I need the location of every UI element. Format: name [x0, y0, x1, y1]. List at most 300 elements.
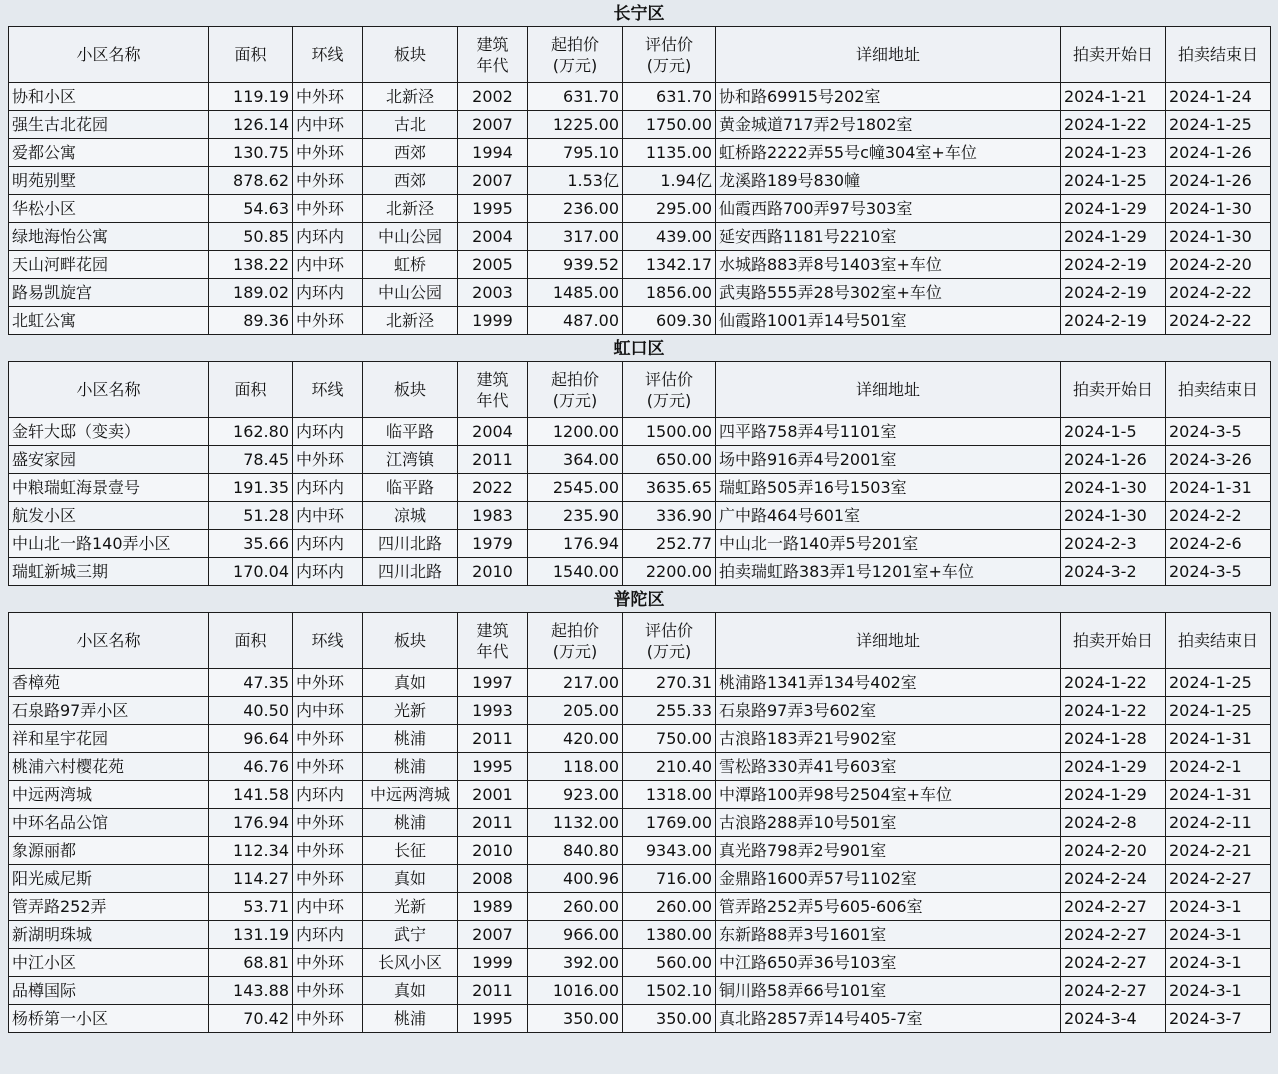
auction-table — [8, 361, 1271, 586]
table-row — [9, 446, 1271, 474]
cell-area: 126.14 — [209, 111, 293, 139]
column-header-d1: 拍卖开始日 — [1061, 362, 1166, 418]
cell-name: 华松小区 — [9, 195, 209, 223]
cell-d1: 2024-1-29 — [1061, 195, 1166, 223]
cell-d2: 2024-1-30 — [1166, 195, 1271, 223]
cell-year: 1997 — [458, 669, 528, 697]
cell-year: 1999 — [458, 307, 528, 335]
cell-eval: 255.33 — [623, 697, 716, 725]
cell-area: 191.35 — [209, 474, 293, 502]
cell-block: 真如 — [363, 669, 458, 697]
cell-block: 四川北路 — [363, 558, 458, 586]
header-row — [9, 362, 1271, 418]
column-header-area: 面积 — [209, 613, 293, 669]
cell-d2: 2024-2-22 — [1166, 279, 1271, 307]
cell-d1: 2024-2-27 — [1061, 977, 1166, 1005]
table-row — [9, 977, 1271, 1005]
auction-table — [8, 26, 1271, 335]
district-title: 长宁区 — [8, 0, 1270, 26]
cell-addr: 中潭路100弄98号2504室+车位 — [716, 781, 1061, 809]
column-header-year: 建筑 年代 — [458, 362, 528, 418]
column-header-addr: 详细地址 — [716, 27, 1061, 83]
cell-ring: 中外环 — [293, 977, 363, 1005]
cell-d1: 2024-2-3 — [1061, 530, 1166, 558]
cell-addr: 黄金城道717弄2号1802室 — [716, 111, 1061, 139]
cell-ring: 中外环 — [293, 167, 363, 195]
cell-name: 强生古北花园 — [9, 111, 209, 139]
table-row — [9, 251, 1271, 279]
table-row — [9, 949, 1271, 977]
cell-d2: 2024-3-1 — [1166, 893, 1271, 921]
cell-year: 2007 — [458, 921, 528, 949]
cell-d2: 2024-1-25 — [1166, 111, 1271, 139]
cell-eval: 1135.00 — [623, 139, 716, 167]
table-row — [9, 195, 1271, 223]
cell-d2: 2024-2-1 — [1166, 753, 1271, 781]
cell-block: 虹桥 — [363, 251, 458, 279]
cell-block: 临平路 — [363, 474, 458, 502]
cell-area: 176.94 — [209, 809, 293, 837]
cell-start: 235.90 — [528, 502, 623, 530]
cell-d1: 2024-1-22 — [1061, 697, 1166, 725]
cell-area: 47.35 — [209, 669, 293, 697]
cell-d2: 2024-1-25 — [1166, 697, 1271, 725]
cell-eval: 210.40 — [623, 753, 716, 781]
cell-d2: 2024-2-21 — [1166, 837, 1271, 865]
header-row — [9, 613, 1271, 669]
cell-d1: 2024-2-27 — [1061, 921, 1166, 949]
column-header-name: 小区名称 — [9, 362, 209, 418]
cell-year: 2011 — [458, 977, 528, 1005]
cell-area: 878.62 — [209, 167, 293, 195]
cell-d2: 2024-1-31 — [1166, 474, 1271, 502]
header-row — [9, 27, 1271, 83]
cell-year: 1993 — [458, 697, 528, 725]
cell-start: 176.94 — [528, 530, 623, 558]
column-header-eval: 评估价 (万元) — [623, 27, 716, 83]
cell-start: 795.10 — [528, 139, 623, 167]
column-header-start: 起拍价 (万元) — [528, 362, 623, 418]
cell-block: 桃浦 — [363, 753, 458, 781]
cell-d2: 2024-1-25 — [1166, 669, 1271, 697]
cell-block: 真如 — [363, 977, 458, 1005]
column-header-d2: 拍卖结束日 — [1166, 27, 1271, 83]
cell-start: 118.00 — [528, 753, 623, 781]
cell-d2: 2024-3-1 — [1166, 921, 1271, 949]
cell-ring: 中外环 — [293, 139, 363, 167]
cell-area: 78.45 — [209, 446, 293, 474]
cell-d2: 2024-3-1 — [1166, 977, 1271, 1005]
cell-ring: 内环内 — [293, 530, 363, 558]
cell-ring: 中外环 — [293, 809, 363, 837]
cell-year: 2005 — [458, 251, 528, 279]
cell-d1: 2024-2-19 — [1061, 251, 1166, 279]
cell-ring: 内环内 — [293, 418, 363, 446]
cell-name: 祥和星宇花园 — [9, 725, 209, 753]
cell-start: 420.00 — [528, 725, 623, 753]
cell-addr: 真北路2857弄14号405-7室 — [716, 1005, 1061, 1033]
cell-eval: 252.77 — [623, 530, 716, 558]
cell-start: 236.00 — [528, 195, 623, 223]
cell-ring: 中外环 — [293, 753, 363, 781]
cell-d1: 2024-1-5 — [1061, 418, 1166, 446]
cell-block: 长风小区 — [363, 949, 458, 977]
cell-block: 四川北路 — [363, 530, 458, 558]
cell-eval: 1500.00 — [623, 418, 716, 446]
cell-block: 西郊 — [363, 167, 458, 195]
cell-eval: 1318.00 — [623, 781, 716, 809]
column-header-d2: 拍卖结束日 — [1166, 613, 1271, 669]
cell-addr: 石泉路97弄3号602室 — [716, 697, 1061, 725]
cell-area: 96.64 — [209, 725, 293, 753]
cell-area: 68.81 — [209, 949, 293, 977]
cell-area: 46.76 — [209, 753, 293, 781]
cell-block: 武宁 — [363, 921, 458, 949]
cell-name: 路易凯旋宫 — [9, 279, 209, 307]
cell-start: 2545.00 — [528, 474, 623, 502]
cell-year: 2001 — [458, 781, 528, 809]
table-row — [9, 223, 1271, 251]
cell-d1: 2024-1-22 — [1061, 669, 1166, 697]
cell-eval: 1.94亿 — [623, 167, 716, 195]
cell-d2: 2024-1-26 — [1166, 139, 1271, 167]
column-header-area: 面积 — [209, 362, 293, 418]
cell-d2: 2024-3-1 — [1166, 949, 1271, 977]
cell-name: 中江小区 — [9, 949, 209, 977]
column-header-eval: 评估价 (万元) — [623, 613, 716, 669]
cell-d1: 2024-1-28 — [1061, 725, 1166, 753]
cell-addr: 中江路650弄36号103室 — [716, 949, 1061, 977]
cell-eval: 295.00 — [623, 195, 716, 223]
cell-start: 205.00 — [528, 697, 623, 725]
cell-start: 487.00 — [528, 307, 623, 335]
cell-name: 航发小区 — [9, 502, 209, 530]
cell-name: 管弄路252弄 — [9, 893, 209, 921]
cell-eval: 1342.17 — [623, 251, 716, 279]
cell-eval: 750.00 — [623, 725, 716, 753]
cell-addr: 瑞虹路505弄16号1503室 — [716, 474, 1061, 502]
cell-area: 162.80 — [209, 418, 293, 446]
district-title: 虹口区 — [8, 335, 1270, 361]
cell-year: 2011 — [458, 809, 528, 837]
cell-year: 1989 — [458, 893, 528, 921]
cell-d2: 2024-1-26 — [1166, 167, 1271, 195]
table-row — [9, 111, 1271, 139]
cell-area: 54.63 — [209, 195, 293, 223]
column-header-addr: 详细地址 — [716, 613, 1061, 669]
cell-d2: 2024-2-2 — [1166, 502, 1271, 530]
table-row — [9, 279, 1271, 307]
cell-name: 爱都公寓 — [9, 139, 209, 167]
cell-d1: 2024-1-26 — [1061, 446, 1166, 474]
cell-ring: 内中环 — [293, 893, 363, 921]
cell-start: 1132.00 — [528, 809, 623, 837]
cell-eval: 2200.00 — [623, 558, 716, 586]
cell-eval: 1380.00 — [623, 921, 716, 949]
column-header-eval: 评估价 (万元) — [623, 362, 716, 418]
cell-eval: 650.00 — [623, 446, 716, 474]
cell-area: 138.22 — [209, 251, 293, 279]
column-header-block: 板块 — [363, 27, 458, 83]
cell-eval: 609.30 — [623, 307, 716, 335]
cell-year: 2004 — [458, 418, 528, 446]
cell-year: 1995 — [458, 1005, 528, 1033]
cell-year: 2008 — [458, 865, 528, 893]
cell-addr: 真光路798弄2号901室 — [716, 837, 1061, 865]
cell-d1: 2024-1-23 — [1061, 139, 1166, 167]
cell-name: 阳光威尼斯 — [9, 865, 209, 893]
cell-start: 364.00 — [528, 446, 623, 474]
cell-eval: 9343.00 — [623, 837, 716, 865]
cell-d1: 2024-1-30 — [1061, 474, 1166, 502]
table-row — [9, 725, 1271, 753]
cell-addr: 广中路464号601室 — [716, 502, 1061, 530]
cell-area: 141.58 — [209, 781, 293, 809]
cell-start: 1200.00 — [528, 418, 623, 446]
cell-name: 中粮瑞虹海景壹号 — [9, 474, 209, 502]
cell-eval: 439.00 — [623, 223, 716, 251]
cell-name: 新湖明珠城 — [9, 921, 209, 949]
cell-area: 40.50 — [209, 697, 293, 725]
cell-name: 杨桥第一小区 — [9, 1005, 209, 1033]
cell-name: 香樟苑 — [9, 669, 209, 697]
column-header-d2: 拍卖结束日 — [1166, 362, 1271, 418]
cell-block: 古北 — [363, 111, 458, 139]
cell-d2: 2024-1-24 — [1166, 83, 1271, 111]
cell-ring: 中外环 — [293, 195, 363, 223]
table-row — [9, 893, 1271, 921]
cell-eval: 716.00 — [623, 865, 716, 893]
table-row — [9, 558, 1271, 586]
cell-year: 2011 — [458, 725, 528, 753]
cell-addr: 协和路69915号202室 — [716, 83, 1061, 111]
cell-ring: 内环内 — [293, 558, 363, 586]
cell-block: 临平路 — [363, 418, 458, 446]
cell-start: 392.00 — [528, 949, 623, 977]
cell-year: 1995 — [458, 753, 528, 781]
table-row — [9, 753, 1271, 781]
cell-d1: 2024-2-19 — [1061, 307, 1166, 335]
cell-d2: 2024-2-11 — [1166, 809, 1271, 837]
cell-name: 盛安家园 — [9, 446, 209, 474]
cell-year: 1999 — [458, 949, 528, 977]
cell-addr: 仙霞西路700弄97号303室 — [716, 195, 1061, 223]
cell-start: 840.80 — [528, 837, 623, 865]
cell-addr: 桃浦路1341弄134号402室 — [716, 669, 1061, 697]
cell-block: 西郊 — [363, 139, 458, 167]
cell-ring: 内中环 — [293, 251, 363, 279]
cell-addr: 雪松路330弄41号603室 — [716, 753, 1061, 781]
cell-ring: 内环内 — [293, 781, 363, 809]
table-row — [9, 474, 1271, 502]
cell-d2: 2024-1-31 — [1166, 725, 1271, 753]
cell-area: 114.27 — [209, 865, 293, 893]
cell-year: 2002 — [458, 83, 528, 111]
cell-start: 400.96 — [528, 865, 623, 893]
cell-eval: 336.90 — [623, 502, 716, 530]
cell-addr: 仙霞路1001弄14号501室 — [716, 307, 1061, 335]
cell-d2: 2024-1-30 — [1166, 223, 1271, 251]
cell-addr: 四平路758弄4号1101室 — [716, 418, 1061, 446]
table-row — [9, 418, 1271, 446]
cell-start: 1.53亿 — [528, 167, 623, 195]
cell-year: 2007 — [458, 167, 528, 195]
cell-addr: 拍卖瑞虹路383弄1号1201室+车位 — [716, 558, 1061, 586]
column-header-year: 建筑 年代 — [458, 27, 528, 83]
cell-d2: 2024-2-27 — [1166, 865, 1271, 893]
cell-addr: 水城路883弄8号1403室+车位 — [716, 251, 1061, 279]
cell-area: 143.88 — [209, 977, 293, 1005]
cell-ring: 内中环 — [293, 111, 363, 139]
cell-eval: 631.70 — [623, 83, 716, 111]
table-row — [9, 1005, 1271, 1033]
table-row — [9, 669, 1271, 697]
cell-name: 中环名品公馆 — [9, 809, 209, 837]
cell-area: 89.36 — [209, 307, 293, 335]
cell-name: 金轩大邸（变卖） — [9, 418, 209, 446]
cell-start: 631.70 — [528, 83, 623, 111]
cell-block: 光新 — [363, 893, 458, 921]
cell-addr: 古浪路288弄10号501室 — [716, 809, 1061, 837]
cell-d1: 2024-2-24 — [1061, 865, 1166, 893]
cell-year: 2007 — [458, 111, 528, 139]
cell-area: 51.28 — [209, 502, 293, 530]
cell-name: 协和小区 — [9, 83, 209, 111]
cell-block: 长征 — [363, 837, 458, 865]
cell-eval: 260.00 — [623, 893, 716, 921]
cell-ring: 内中环 — [293, 697, 363, 725]
cell-addr: 场中路916弄4号2001室 — [716, 446, 1061, 474]
cell-block: 桃浦 — [363, 1005, 458, 1033]
cell-d2: 2024-1-31 — [1166, 781, 1271, 809]
cell-start: 350.00 — [528, 1005, 623, 1033]
cell-block: 桃浦 — [363, 809, 458, 837]
cell-ring: 中外环 — [293, 865, 363, 893]
cell-year: 1983 — [458, 502, 528, 530]
cell-ring: 内环内 — [293, 474, 363, 502]
cell-d1: 2024-1-29 — [1061, 223, 1166, 251]
table-row — [9, 83, 1271, 111]
cell-addr: 武夷路555弄28号302室+车位 — [716, 279, 1061, 307]
cell-d1: 2024-1-21 — [1061, 83, 1166, 111]
auction-table — [8, 612, 1271, 1033]
cell-addr: 中山北一路140弄5号201室 — [716, 530, 1061, 558]
table-row — [9, 139, 1271, 167]
cell-area: 131.19 — [209, 921, 293, 949]
cell-ring: 中外环 — [293, 669, 363, 697]
cell-block: 北新泾 — [363, 307, 458, 335]
cell-block: 中远两湾城 — [363, 781, 458, 809]
cell-addr: 龙溪路189号830幢 — [716, 167, 1061, 195]
cell-name: 象源丽都 — [9, 837, 209, 865]
cell-start: 966.00 — [528, 921, 623, 949]
cell-addr: 铜川路58弄66号101室 — [716, 977, 1061, 1005]
table-row — [9, 167, 1271, 195]
table-row — [9, 530, 1271, 558]
cell-start: 1485.00 — [528, 279, 623, 307]
cell-block: 江湾镇 — [363, 446, 458, 474]
cell-d2: 2024-3-7 — [1166, 1005, 1271, 1033]
cell-ring: 内中环 — [293, 502, 363, 530]
cell-block: 中山公园 — [363, 279, 458, 307]
column-header-ring: 环线 — [293, 362, 363, 418]
cell-ring: 中外环 — [293, 1005, 363, 1033]
cell-d2: 2024-2-6 — [1166, 530, 1271, 558]
table-row — [9, 809, 1271, 837]
column-header-name: 小区名称 — [9, 613, 209, 669]
cell-start: 939.52 — [528, 251, 623, 279]
cell-area: 50.85 — [209, 223, 293, 251]
cell-d1: 2024-1-30 — [1061, 502, 1166, 530]
column-header-ring: 环线 — [293, 613, 363, 669]
cell-block: 中山公园 — [363, 223, 458, 251]
cell-year: 2010 — [458, 837, 528, 865]
column-header-area: 面积 — [209, 27, 293, 83]
cell-d2: 2024-3-5 — [1166, 558, 1271, 586]
cell-d2: 2024-2-20 — [1166, 251, 1271, 279]
column-header-year: 建筑 年代 — [458, 613, 528, 669]
cell-block: 北新泾 — [363, 195, 458, 223]
cell-start: 1016.00 — [528, 977, 623, 1005]
cell-eval: 1769.00 — [623, 809, 716, 837]
cell-d1: 2024-1-25 — [1061, 167, 1166, 195]
cell-start: 1225.00 — [528, 111, 623, 139]
table-row — [9, 921, 1271, 949]
cell-area: 70.42 — [209, 1005, 293, 1033]
cell-year: 2011 — [458, 446, 528, 474]
column-header-start: 起拍价 (万元) — [528, 613, 623, 669]
cell-addr: 延安西路1181号2210室 — [716, 223, 1061, 251]
cell-name: 绿地海怡公寓 — [9, 223, 209, 251]
cell-eval: 1502.10 — [623, 977, 716, 1005]
column-header-d1: 拍卖开始日 — [1061, 27, 1166, 83]
district-title: 普陀区 — [8, 586, 1270, 612]
cell-d1: 2024-2-27 — [1061, 949, 1166, 977]
cell-eval: 350.00 — [623, 1005, 716, 1033]
cell-addr: 金鼎路1600弄57号1102室 — [716, 865, 1061, 893]
column-header-block: 板块 — [363, 613, 458, 669]
cell-block: 凉城 — [363, 502, 458, 530]
cell-area: 119.19 — [209, 83, 293, 111]
cell-eval: 1856.00 — [623, 279, 716, 307]
cell-ring: 中外环 — [293, 725, 363, 753]
cell-addr: 虹桥路2222弄55号c幢304室+车位 — [716, 139, 1061, 167]
cell-name: 天山河畔花园 — [9, 251, 209, 279]
column-header-block: 板块 — [363, 362, 458, 418]
column-header-d1: 拍卖开始日 — [1061, 613, 1166, 669]
cell-start: 260.00 — [528, 893, 623, 921]
column-header-addr: 详细地址 — [716, 362, 1061, 418]
cell-area: 170.04 — [209, 558, 293, 586]
column-header-start: 起拍价 (万元) — [528, 27, 623, 83]
cell-year: 1994 — [458, 139, 528, 167]
cell-area: 130.75 — [209, 139, 293, 167]
cell-d1: 2024-2-8 — [1061, 809, 1166, 837]
cell-addr: 管弄路252弄5号605-606室 — [716, 893, 1061, 921]
cell-ring: 内环内 — [293, 279, 363, 307]
cell-area: 53.71 — [209, 893, 293, 921]
cell-year: 2003 — [458, 279, 528, 307]
cell-block: 光新 — [363, 697, 458, 725]
cell-ring: 内环内 — [293, 921, 363, 949]
cell-d2: 2024-3-26 — [1166, 446, 1271, 474]
cell-name: 中远两湾城 — [9, 781, 209, 809]
cell-start: 217.00 — [528, 669, 623, 697]
cell-block: 北新泾 — [363, 83, 458, 111]
auction-listing-sheet — [8, 0, 1270, 1033]
table-row — [9, 837, 1271, 865]
cell-area: 112.34 — [209, 837, 293, 865]
